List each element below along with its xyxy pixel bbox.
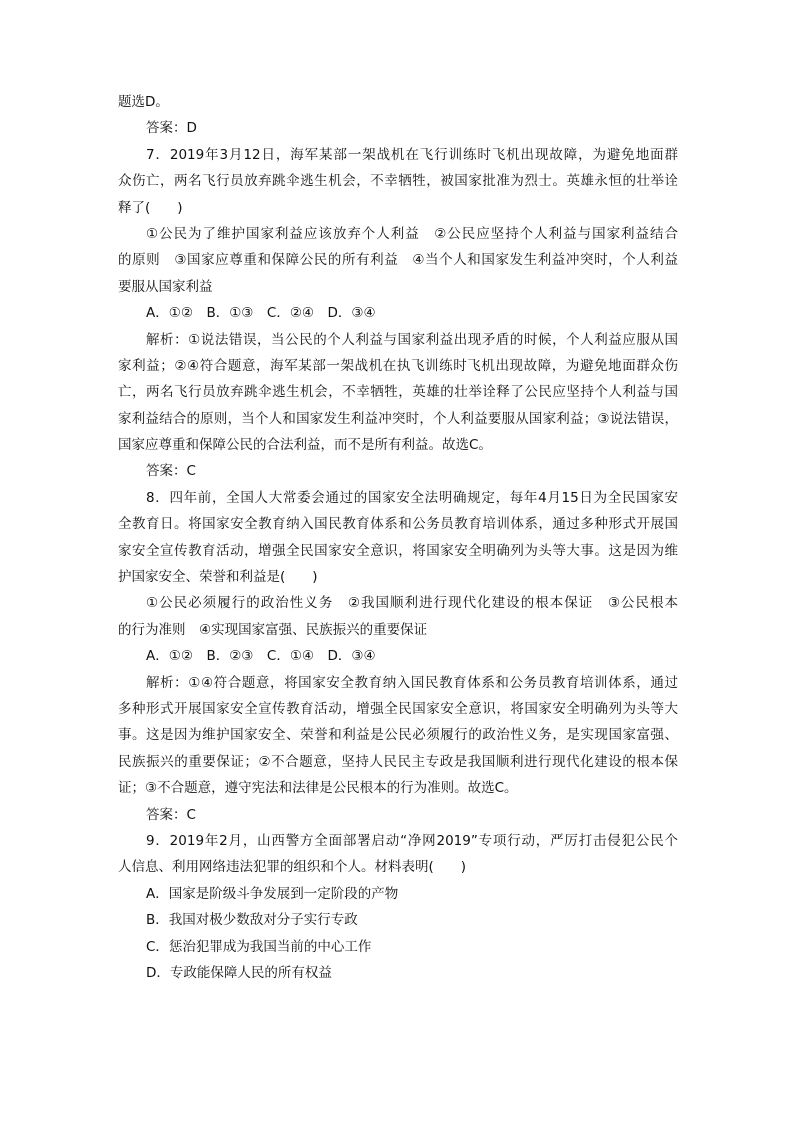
text-line: 全教育日。将国家安全教育纳入国民教育体系和公务员教育培训体系，通过多种形式开展国	[118, 516, 678, 533]
text-line: 的原则 ③国家应尊重和保障公民的所有利益 ④当个人和国家发生利益冲突时，个人利益	[118, 252, 678, 269]
text-line: 答案：D	[146, 120, 197, 137]
text-line: 解析：①④符合题意，将国家安全教育纳入国民教育体系和公务员教育培训体系，通过	[146, 674, 678, 691]
document-body	[118, 89, 678, 986]
text-line: B．我国对极少数敌对分子实行专政	[146, 912, 358, 929]
text-line: 亡，两名飞行员放弃跳伞逃生机会，不幸牺牲，英雄的壮举诠释了公民应坚持个人利益与国	[118, 384, 678, 401]
text-line: 释了( )	[118, 199, 183, 216]
text-line: 多种形式开展国家安全宣传教育活动，增强全民国家安全意识，将国家安全明确列为头等大	[118, 700, 678, 717]
text-line: 证；③不合题意，遵守宪法和法律是公民根本的行为准则。故选C。	[118, 780, 518, 797]
text-line: 事。这是因为维护国家安全、荣誉和利益是公民必须履行的政治性义务，是实现国家富强、	[118, 727, 678, 744]
text-line: 人信息、利用网络违法犯罪的组织和个人。材料表明( )	[118, 859, 467, 876]
text-line: ①公民必须履行的政治性义务 ②我国顺利进行现代化建设的根本保证 ③公民根本	[146, 595, 678, 612]
text-line: 答案：C	[146, 463, 196, 480]
text-line: 要服从国家利益	[118, 278, 213, 295]
text-line: 的行为准则 ④实现国家富强、民族振兴的重要保证	[118, 621, 428, 638]
text-line: 9．2019年2月，山西警方全面部署启动“净网2019”专项行动，严厉打击侵犯公民个	[146, 832, 678, 849]
text-line: ①公民为了维护国家利益应该放弃个人利益 ②公民应坚持个人利益与国家利益结合	[146, 225, 678, 242]
text-line: 题选D。	[118, 94, 169, 110]
text-line: C．惩治犯罪成为我国当前的中心工作	[146, 938, 372, 955]
text-line: 民族振兴的重要保证；②不合题意，坚持人民民主专政是我国顺利进行现代化建设的根本保	[118, 753, 678, 770]
text-line: 解析：①说法错误，当公民的个人利益与国家利益出现矛盾的时候，个人利益应服从国	[146, 331, 678, 348]
text-line: 7．2019年3月12日，海军某部一架战机在飞行训练时飞机出现故障，为避免地面群	[146, 146, 678, 163]
text-line: 国家应尊重和保障公民的合法利益，而不是所有利益。故选C。	[118, 437, 492, 454]
text-line: A．国家是阶级斗争发展到一定阶段的产物	[146, 885, 399, 902]
text-line: 家安全宣传教育活动，增强全民国家安全意识，将国家安全明确列为头等大事。这是因为维	[118, 542, 678, 559]
text-line: 答案：C	[146, 806, 196, 823]
text-line: D．专政能保障人民的所有权益	[146, 964, 332, 981]
text-line: 护国家安全、荣誉和利益是( )	[118, 569, 318, 586]
text-line: A．①② B．①③ C．②④ D．③④	[146, 305, 376, 322]
text-line: 众伤亡，两名飞行员放弃跳伞逃生机会，不幸牺牲，被国家批准为烈士。英雄永恒的壮举诠	[118, 173, 678, 190]
text-line: A．①② B．②③ C．①④ D．③④	[146, 648, 376, 665]
text-line: 家利益结合的原则，当个人和国家发生利益冲突时，个人利益要服从国家利益；③说法错误，	[118, 410, 678, 427]
text-line: 8．四年前，全国人大常委会通过的国家安全法明确规定，每年4月15日为全民国家安	[146, 489, 678, 506]
text-line: 家利益；②④符合题意，海军某部一架战机在执飞训练时飞机出现故障，为避免地面群众伤	[118, 357, 678, 374]
